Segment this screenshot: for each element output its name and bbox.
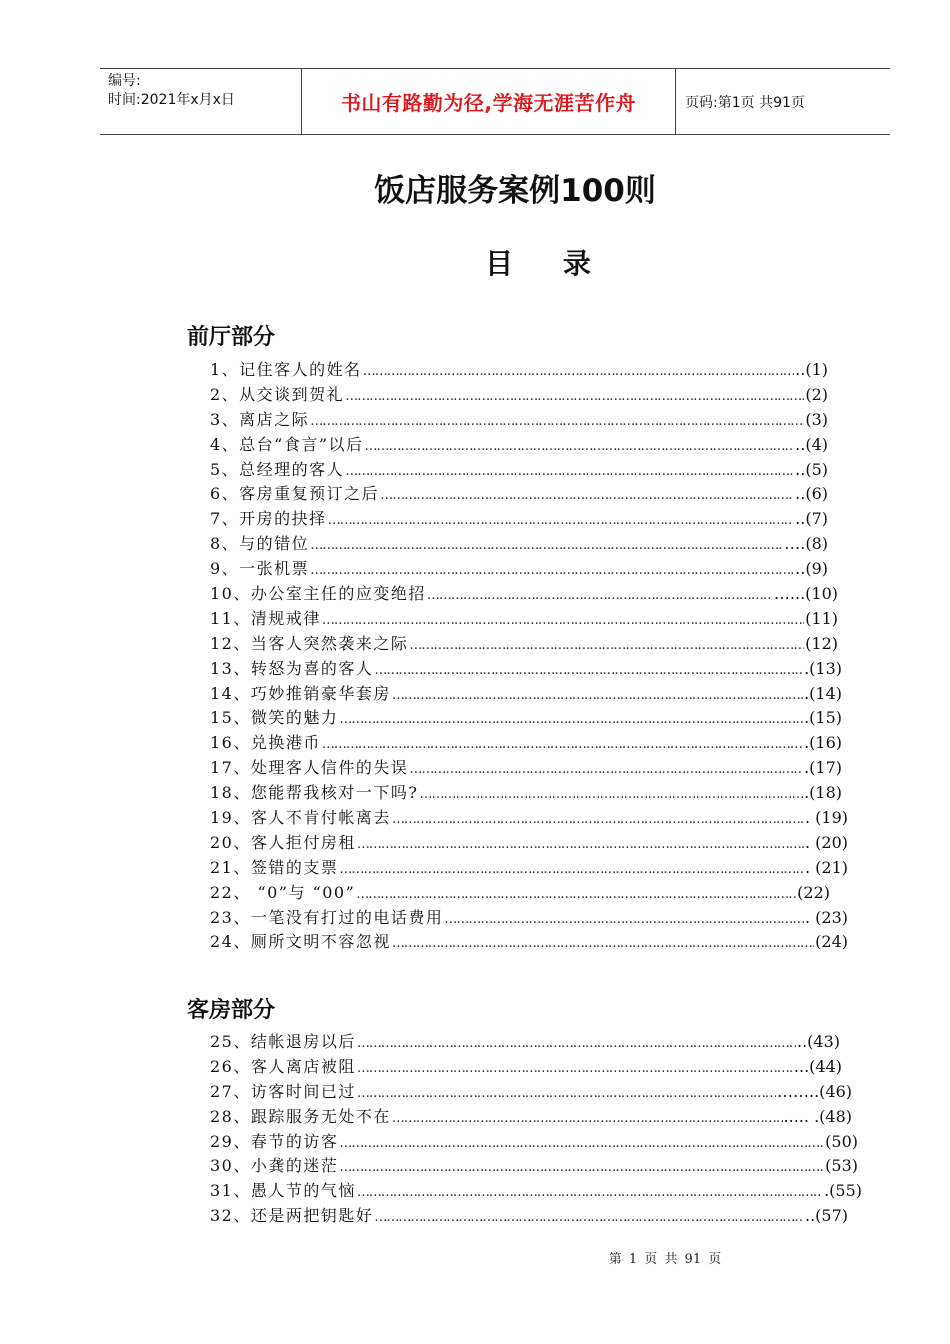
toc-entry[interactable] (210, 1080, 852, 1105)
toc-entry[interactable] (210, 557, 828, 582)
time-label: 时间:2021年x月x日 (108, 92, 235, 108)
toc-dot-leader (328, 509, 794, 532)
toc-entry[interactable] (210, 657, 842, 682)
toc-entry-page: . (21) (804, 857, 848, 877)
toc-entry-label: 10、办公室主任的应变绝招 (210, 584, 426, 604)
toc-dot-leader (363, 360, 794, 383)
toc-dot-leader (357, 1057, 793, 1080)
toc-entry-page: .(16) (804, 733, 842, 753)
toc-entry-page: (2) (805, 384, 828, 404)
toc-entry-label: 14、巧妙推销豪华套房 (210, 683, 391, 703)
toc-entry-page: . (20) (804, 832, 848, 852)
header-motto: 书山有路勤为径,学海无涯苦作舟 (302, 69, 676, 134)
toc-dot-leader (392, 932, 814, 955)
toc-entry-label: 25、结帐退房以后 (210, 1032, 356, 1051)
toc-entry-page: …...(10) (773, 584, 838, 604)
document-title: 饭店服务案例100则 (374, 173, 656, 209)
toc-dot-leader (357, 833, 804, 856)
toc-entry[interactable] (210, 831, 848, 856)
toc-dot-leader (380, 484, 794, 507)
toc-entry[interactable] (210, 1204, 848, 1229)
toc-dot-leader (427, 584, 773, 607)
toc-entry-page: .(55) (824, 1181, 862, 1201)
toc-entry[interactable] (210, 682, 842, 707)
toc-title: 目 录 (485, 247, 591, 280)
toc-entry[interactable] (210, 358, 828, 383)
toc-dot-leader (339, 1156, 824, 1179)
toc-entry-page: (12) (805, 633, 838, 653)
toc-dot-leader (356, 883, 796, 906)
toc-entry[interactable] (210, 756, 842, 781)
section-heading-front-office: 前厅部分 (187, 325, 276, 350)
toc-entry-label: 8、与的错位 (210, 534, 310, 554)
toc-dot-leader (310, 410, 804, 433)
toc-entry-page: ..(57) (804, 1206, 848, 1226)
toc-dot-leader (339, 708, 803, 731)
toc-entry-label: 2、从交谈到贺礼 (210, 384, 345, 404)
toc-entry-page: ...(44) (793, 1056, 842, 1076)
toc-entry-label: 21、签错的支票 (210, 857, 339, 877)
toc-entry-label: 12、当客人突然袭来之际 (210, 633, 409, 653)
toc-entry-page: ..(43) (796, 1032, 840, 1051)
toc-entry-label: 9、一张机票 (210, 559, 310, 579)
toc-entry-page: ..(9) (795, 559, 828, 579)
toc-entry-label: 6、客房重复预订之后 (210, 484, 380, 504)
toc-dot-leader (357, 1032, 796, 1055)
toc-dot-leader (357, 1181, 823, 1204)
toc-entry-page: ..(7) (795, 509, 828, 529)
toc-entry-page: .(18) (804, 783, 842, 803)
toc-entry-label: 7、开房的抉择 (210, 509, 327, 529)
toc-entry[interactable] (210, 383, 828, 408)
toc-entry-page: ….(8) (784, 534, 828, 554)
toc-dot-leader (374, 1206, 804, 1229)
toc-entry-label: 27、访客时间已过 (210, 1081, 356, 1101)
toc-entry-label: 23、一笔没有打过的电话费用 (210, 907, 444, 927)
toc-entry-page: .(17) (804, 758, 842, 778)
toc-entry-label: 20、客人拒付房租 (210, 832, 356, 852)
toc-entry-page: (3) (805, 409, 828, 429)
toc-entry-label: 3、离店之际 (210, 409, 310, 429)
toc-entry[interactable] (210, 433, 828, 458)
toc-entry-page: ……..(46) (776, 1081, 852, 1101)
toc-dot-leader (339, 858, 804, 881)
toc-dot-leader (322, 609, 804, 632)
toc-entry[interactable] (210, 1105, 852, 1130)
toc-entry-label: 16、兑换港币 (210, 733, 321, 753)
toc-dot-leader (322, 733, 803, 756)
toc-entry[interactable] (210, 806, 848, 831)
toc-entry-label: 15、微笑的魅力 (210, 708, 339, 728)
page-footer: 第 1 页 共 91 页 (608, 1252, 722, 1267)
page-header (100, 68, 890, 135)
toc-entry-label: 5、总经理的客人 (210, 459, 345, 479)
toc-entry[interactable] (210, 1179, 862, 1204)
toc-dot-leader (310, 559, 794, 582)
toc-entry-page: ..(5) (795, 459, 828, 479)
toc-entry-label: 13、转怒为喜的客人 (210, 658, 374, 678)
toc-dot-leader (374, 659, 803, 682)
toc-entry[interactable] (210, 856, 848, 881)
toc-dot-leader (419, 783, 803, 806)
number-label: 编号: (108, 73, 141, 89)
toc-entry-page: . (23) (804, 907, 848, 927)
toc-entry-label: 28、跟踪服务无处不在 (210, 1106, 391, 1126)
toc-entry[interactable] (210, 1030, 840, 1055)
toc-dot-leader (357, 1082, 776, 1105)
toc-entry[interactable] (210, 482, 828, 507)
toc-entry-label: 32、还是两把钥匙好 (210, 1206, 374, 1226)
toc-entry[interactable] (210, 930, 848, 955)
toc-entry[interactable] (210, 906, 848, 931)
toc-entry-page: ..(1) (795, 360, 828, 379)
toc-entry-label: 31、愚人节的气恼 (210, 1181, 356, 1201)
toc-list-guest-rooms (210, 1030, 860, 1229)
toc-entry[interactable] (210, 1055, 842, 1080)
toc-entry-page: (50) (825, 1131, 858, 1151)
toc-entry-page: (24) (815, 932, 848, 952)
toc-entry-page: ..... .(48) (783, 1106, 852, 1126)
toc-entry[interactable] (210, 532, 828, 557)
toc-entry-label: 11、清规戒律 (210, 608, 321, 628)
toc-dot-leader (444, 908, 804, 931)
section-heading-guest-rooms: 客房部分 (187, 998, 276, 1023)
toc-entry[interactable] (210, 1130, 858, 1155)
toc-entry-label: 22、 “0”与 “00” (210, 882, 356, 902)
toc-entry[interactable] (210, 582, 838, 607)
toc-entry-label: 26、客人离店被阻 (210, 1056, 356, 1076)
toc-entry-label: 29、春节的访客 (210, 1131, 339, 1151)
toc-dot-leader (409, 758, 803, 781)
toc-entry[interactable] (210, 781, 842, 806)
toc-entry[interactable] (210, 706, 842, 731)
toc-entry-page: . (19) (804, 808, 848, 828)
toc-entry[interactable] (210, 507, 828, 532)
toc-entry[interactable] (210, 408, 828, 433)
toc-entry[interactable] (210, 607, 838, 632)
toc-dot-leader (365, 435, 795, 458)
toc-entry-label: 4、总台“食言”以后 (210, 434, 364, 454)
toc-entry-page: ..(4) (795, 434, 828, 454)
header-page-info: 页码:第1页 共91页 (685, 94, 805, 111)
toc-entry-label: 18、您能帮我核对一下吗? (210, 783, 419, 803)
toc-dot-leader (345, 460, 794, 483)
toc-entry-label: 19、客人不肯付帐离去 (210, 808, 391, 828)
toc-dot-leader (392, 684, 803, 707)
toc-entry-page: (53) (825, 1156, 858, 1176)
toc-entry[interactable] (210, 632, 838, 657)
toc-entry-label: 24、厕所文明不容忽视 (210, 932, 391, 952)
toc-entry-label: 1、记住客人的姓名 (210, 360, 362, 379)
toc-dot-leader (345, 385, 804, 408)
toc-dot-leader (339, 1132, 824, 1155)
toc-dot-leader (392, 1107, 783, 1130)
toc-entry[interactable] (210, 1154, 858, 1179)
toc-entry[interactable] (210, 458, 828, 483)
toc-entry-page: .(13) (804, 658, 842, 678)
toc-dot-leader (310, 534, 783, 557)
toc-entry[interactable] (210, 881, 830, 906)
toc-entry-label: 17、处理客人信件的失误 (210, 758, 409, 778)
toc-entry-label: 30、小龚的迷茫 (210, 1156, 339, 1176)
toc-entry-page: (22) (797, 882, 830, 902)
header-meta (100, 69, 302, 134)
toc-entry-page: .(15) (804, 708, 842, 728)
toc-list-front-office (210, 358, 860, 955)
toc-entry-page: ..(6) (795, 484, 828, 504)
toc-dot-leader (409, 634, 804, 657)
toc-entry-page: .(14) (804, 683, 842, 703)
toc-dot-leader (392, 808, 804, 831)
toc-entry-page: (11) (805, 608, 838, 628)
toc-entry[interactable] (210, 731, 842, 756)
